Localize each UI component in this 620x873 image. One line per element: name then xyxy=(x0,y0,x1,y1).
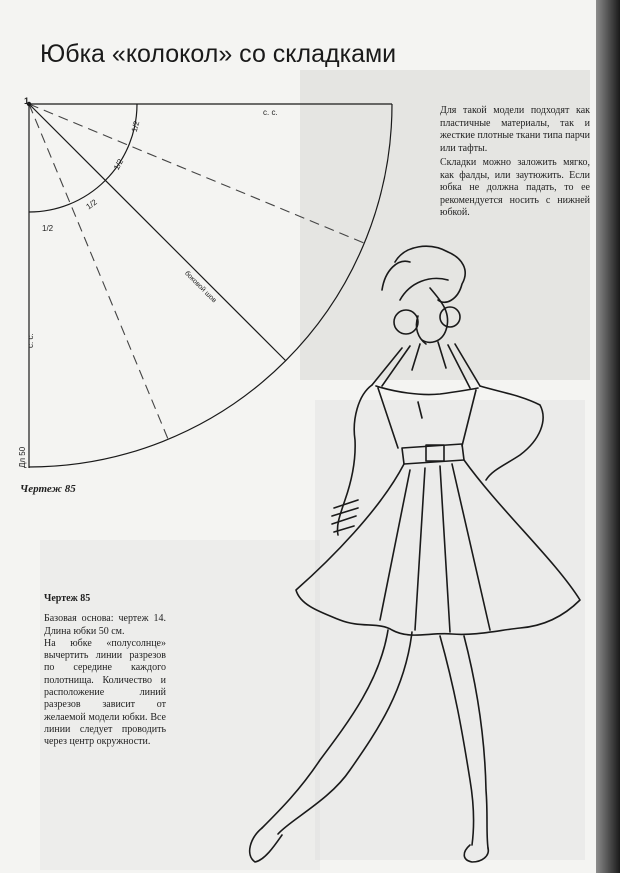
side-seam-label: боковой шов xyxy=(183,270,218,305)
corner-point-label: 1 xyxy=(24,96,30,106)
bodice-seam xyxy=(418,402,422,418)
bodice-top xyxy=(376,386,478,395)
left-leg xyxy=(262,630,388,828)
face xyxy=(422,288,448,342)
right-leg xyxy=(464,636,488,848)
spec-heading: Чертеж 85 xyxy=(44,593,91,604)
bodice-side xyxy=(462,390,476,446)
half-label-3: 1/2 xyxy=(84,197,99,212)
bracelets xyxy=(332,500,358,532)
half-label-1: 1/2 xyxy=(129,119,142,134)
left-shoe xyxy=(250,828,282,862)
drawing-spec xyxy=(44,593,166,749)
top-seam-label: с. с. xyxy=(263,108,278,117)
page-title: Юбка «колокол» со складками xyxy=(40,40,397,68)
description-paragraph: Складки можно заложить мягко, как фалды, или заутюжить. Если юбка не должна падать, то ее рекомендуется носить с нижней юбкой. xyxy=(440,157,590,218)
hair xyxy=(382,261,410,290)
hair xyxy=(395,246,465,302)
bodice-side xyxy=(378,388,398,448)
half-label-4: 1/2 xyxy=(42,224,54,233)
right-arm xyxy=(480,386,543,480)
neck xyxy=(412,344,420,370)
left-seam-label: с. с. xyxy=(26,333,35,348)
right-leg xyxy=(440,636,474,845)
drawing-caption: Чертеж 85 xyxy=(20,483,76,495)
right-shoe xyxy=(464,845,488,862)
skirt-folds xyxy=(380,464,490,632)
spec-paragraph: На юбке «полусолнце» вычертить линии разрезов по середине каждого полотнища. Количество и расположение линий разрезов зависит от желаемой модели юбки. Все линии следует проводить через центр окружности. xyxy=(44,637,166,748)
halter-strap xyxy=(382,346,410,386)
description-paragraph: Для такой модели подходят как пластичные материалы, так и жесткие плотные ткани типа парчи или тафты. xyxy=(440,105,590,154)
left-leg xyxy=(278,632,412,834)
neck xyxy=(438,342,446,368)
half-label-2: 1/2 xyxy=(111,157,126,172)
skirt xyxy=(296,460,580,635)
length-label: Дл 50 xyxy=(18,446,27,468)
hair xyxy=(400,278,448,300)
spec-paragraph: Базовая основа: чертеж 14. Длина юбки 50 см. xyxy=(44,613,166,637)
earring xyxy=(394,310,418,334)
belt-buckle xyxy=(426,445,444,461)
earring xyxy=(440,307,460,327)
